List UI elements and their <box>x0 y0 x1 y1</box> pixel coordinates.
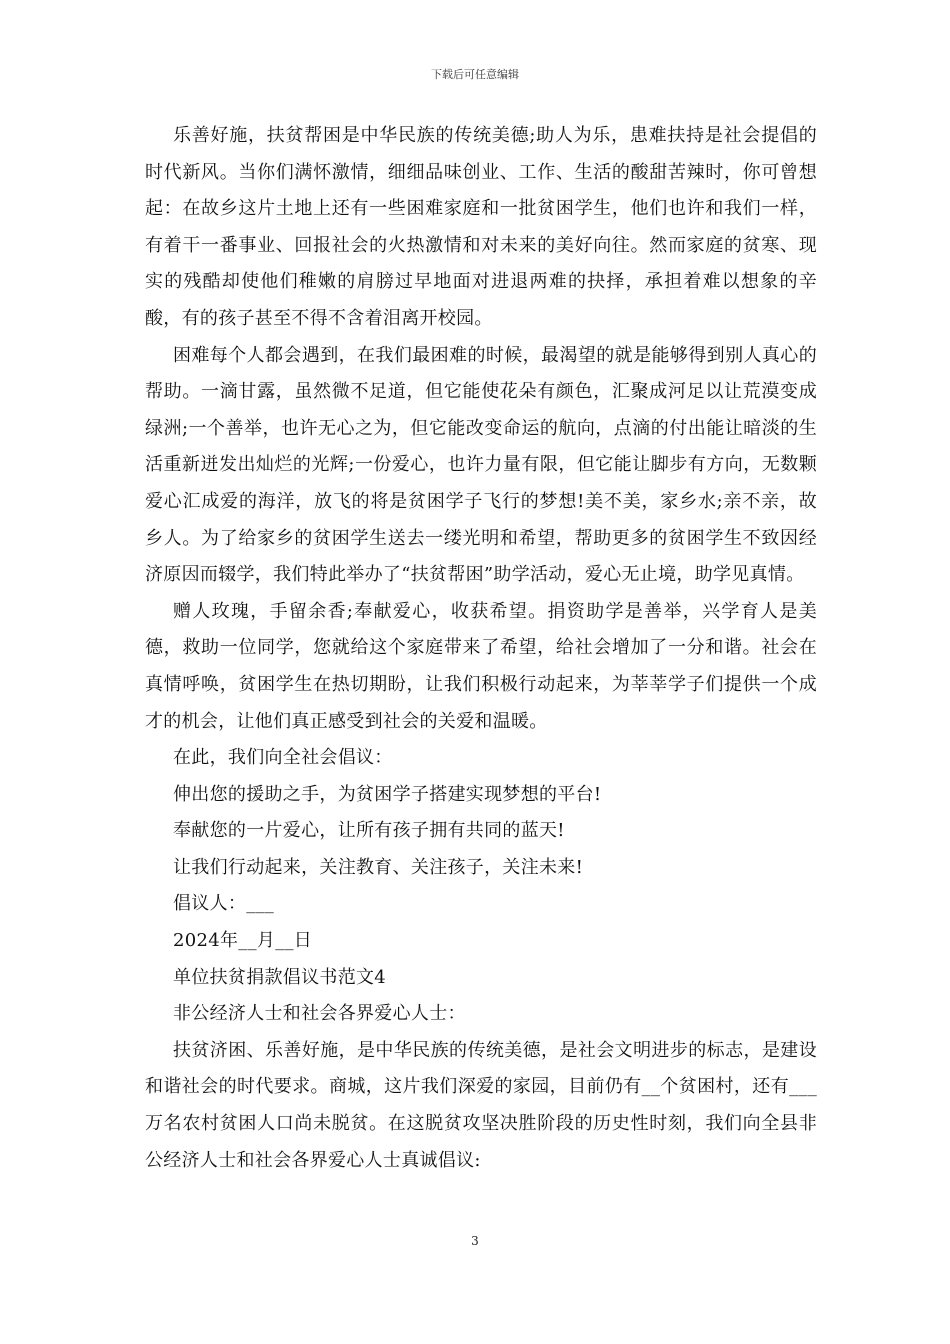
proposal-line-2: 奉献您的一片爱心，让所有孩子拥有共同的蓝天! <box>173 820 565 842</box>
page-header: 下载后可任意编辑 <box>431 68 519 81</box>
document-body <box>145 118 817 1179</box>
paragraph-4: 扶贫济困、乐善好施，是中华民族的传统美德，是社会文明进步的标志，是建设和谐社会的时代要求。商城，这片我们深爱的家园，目前仍有__个贫困村，还有___万名农村贫困人口尚未脱贫。在这脱贫攻坚决胜阶段的历史性时刻，我们向全县非公经济人士和社会各界爱心人士真诚倡议: <box>145 1039 817 1171</box>
paragraph-3: 赠人玫瑰，手留余香;奉献爱心，收获希望。捐资助学是善举，兴学育人是美德，救助一位同学，您就给这个家庭带来了希望，给社会增加了一分和谐。社会在真情呼唤，贫困学生在热切期盼，让我们积极行动起来，为莘莘学子们提供一个成才的机会，让他们真正感受到社会的关爱和温暖。 <box>145 600 817 732</box>
date-line: 2024年__月__日 <box>173 930 313 952</box>
proposal-line-1: 伸出您的援助之手，为贫困学子搭建实现梦想的平台! <box>173 783 602 805</box>
proposal-intro-line: 在此，我们向全社会倡议： <box>173 747 393 769</box>
paragraph-2: 困难每个人都会遇到，在我们最困难的时候，最渴望的就是能够得到别人真心的帮助。一滴甘露，虽然微不足道，但它能使花朵有颜色，汇聚成河足以让荒漠变成绿洲;一个善举，也许无心之为，但它能改变命运的航向，点滴的付出能让暗淡的生活重新迸发出灿烂的光辉;一份爱心，也许力量有限，但它能让脚步有方向，无数颗爱心汇成爱的海洋，放飞的将是贫困学子飞行的梦想!美不美，家乡水;亲不亲，故乡人。为了给家乡的贫困学生送去一缕光明和希望，帮助更多的贫困学生不致因经济原因而辍学，我们特此举办了“扶贫帮困”助学活动，爱心无止境，助学见真情。 <box>145 344 817 586</box>
proposer-line: 倡议人：___ <box>173 893 275 915</box>
section-title: 单位扶贫捐款倡议书范文4 <box>173 966 387 988</box>
page-number: 3 <box>471 1234 479 1248</box>
salutation-line: 非公经济人士和社会各界爱心人士： <box>173 1003 466 1025</box>
proposal-line-3: 让我们行动起来，关注教育、关注孩子，关注未来! <box>173 856 584 878</box>
paragraph-1: 乐善好施，扶贫帮困是中华民族的传统美德;助人为乐，患难扶持是社会提倡的时代新风。当你们满怀激情，细细品味创业、工作、生活的酸甜苦辣时，你可曾想起：在故乡这片土地上还有一些困难家庭和一批贫困学生，他们也许和我们一样，有着干一番事业、回报社会的火热激情和对未来的美好向往。然而家庭的贫寒、现实的残酷却使他们稚嫩的肩膀过早地面对进退两难的抉择，承担着难以想象的辛酸，有的孩子甚至不得不含着泪离开校园。 <box>145 125 817 329</box>
